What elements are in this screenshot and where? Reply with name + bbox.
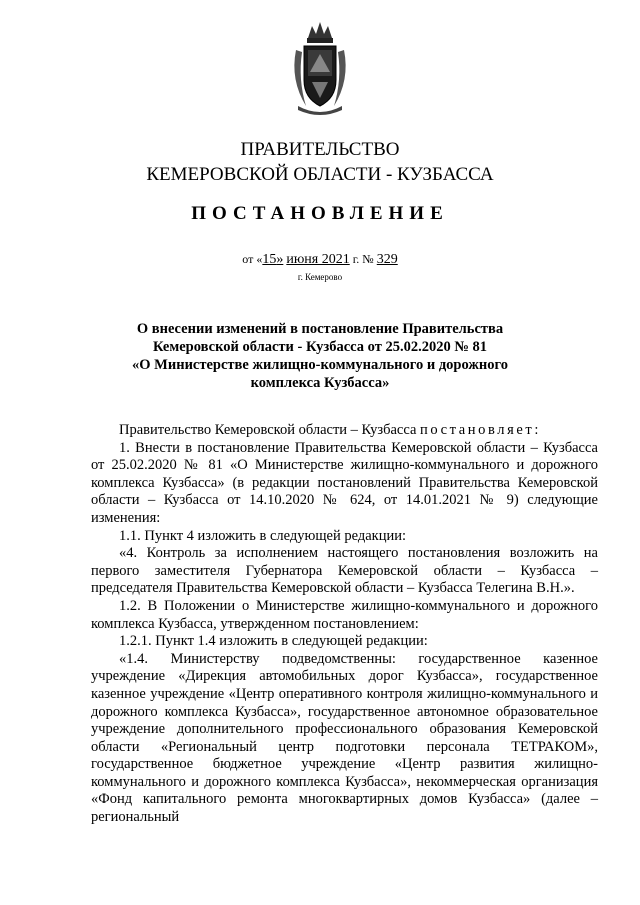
subject-line: О внесении изменений в постановление Правительства — [136, 321, 504, 337]
body-paragraph: 1.2.1. Пункт 1.4 изложить в следующей редакции: — [119, 633, 428, 650]
date-sep: » — [276, 252, 284, 267]
date-month-year: июня 2021 — [286, 252, 350, 267]
preamble-text: Правительство Кемеровской области – Кузбасса — [119, 422, 421, 438]
body-paragraph: «4. Контроль за исполнением настоящего постановления возложить на первого заместителя Губернатора Кемеровской области – Кузбасса – председателя Правительства Кемеровской области – Кузбасса Телегина В.Н.». — [91, 545, 598, 597]
document-city: г. Кемерово — [297, 272, 343, 282]
body-paragraph: 1. Внести в постановление Правительства Кемеровской области – Кузбасса от 25.02.2020 № 81 «О Министерстве жилищно-коммунального и дорожного комплекса Кузбасса» (в редакции постановлений Правительства Кемеровской области – Кузбасса от 14.10.2020 № 624, от 14.01.2021 № 9) следующие изменения: — [91, 439, 598, 526]
subject-line: «О Министерстве жилищно-коммунального и дорожного — [132, 357, 508, 373]
document-date-number — [0, 252, 640, 268]
government-name-line1: ПРАВИТЕЛЬСТВО — [240, 139, 400, 160]
document-body — [91, 422, 598, 827]
preamble-resolves: постановляет: — [420, 422, 541, 438]
body-paragraph: 1.2. В Положении о Министерстве жилищно-коммунального и дорожного комплекса Кузбасса, утвержденном постановлением: — [91, 597, 598, 632]
body-paragraph — [91, 422, 598, 440]
document-type-title: ПОСТАНОВЛЕНИЕ — [191, 203, 449, 224]
government-name-line2: КЕМЕРОВСКОЙ ОБЛАСТИ - КУЗБАССА — [146, 164, 494, 185]
number-label: № — [362, 252, 374, 266]
body-paragraph: «1.4. Министерству подведомственны: государственное казенное учреждение «Дирекция автомобильных дорог Кузбасса», государственное казенное учреждение «Центр оперативного контроля жилищно-коммунального и дорожного комплекса Кузбасса», государственное автономное образовательное учреждение дополнительного профессионального образования Кемеровской области «Региональный центр подготовки персонала ТЕТРАКОМ», государственное бюджетное учреждение «Центр развития жилищно-коммунального и дорожного комплекса Кузбасса», некоммерческая организация «Фонд капитального ремонта многоквартирных домов Кузбасса» (далее – региональный — [91, 650, 598, 826]
subject-line: комплекса Кузбасса» — [250, 375, 390, 391]
date-year-suffix: г. — [352, 252, 360, 266]
date-day: 15 — [262, 252, 277, 267]
document-subject — [130, 320, 510, 392]
document-number: 329 — [376, 252, 398, 267]
body-paragraph: 1.1. Пункт 4 изложить в следующей редакции: — [119, 527, 407, 544]
coat-of-arms-emblem — [288, 20, 352, 120]
date-prefix: от « — [242, 252, 263, 266]
subject-line: Кемеровской области - Кузбасса от 25.02.2020 № 81 — [152, 339, 488, 355]
